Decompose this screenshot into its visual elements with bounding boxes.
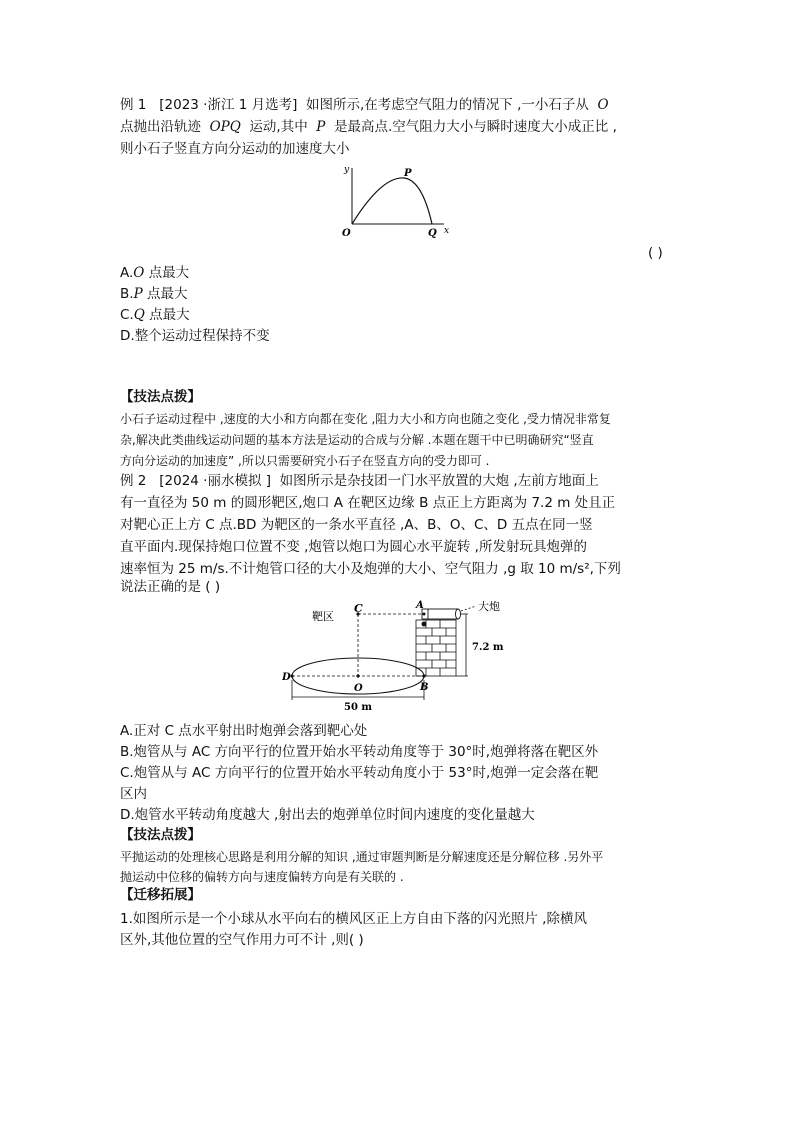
ex2-option-a: A.正对 C 点水平射出时炮弹会落到靶心处 <box>120 723 368 739</box>
x-label: x <box>444 226 450 236</box>
tip1-heading: 【技法点拨】 <box>120 389 201 405</box>
ex1-answer-bracket: ( ) <box>648 245 663 261</box>
option-c-text: 点最大 <box>149 307 190 323</box>
cannon-end <box>456 609 461 619</box>
fig-label-o: O <box>342 228 351 239</box>
point-d <box>290 674 293 677</box>
cannon-barrel <box>422 609 458 619</box>
ex1-point-o: O <box>597 97 609 113</box>
tip2-line-1: 平抛运动的处理核心思路是利用分解的知识 ,通过审题判断是分解速度还是分解位移 .另外平 <box>120 850 604 864</box>
ex1-option-c <box>120 306 190 325</box>
label-c: C <box>354 602 363 615</box>
ex2-option-c: C.炮管从与 AC 方向平行的位置开始水平转动角度小于 53°时,炮弹一定会落在靶 <box>120 765 599 781</box>
option-d-text: 整个运动过程保持不变 <box>134 328 270 344</box>
tip1-line-1: 小石子运动过程中 ,速度的大小和方向都在变化 ,阻力大小和方向也随之变化 ,受力情况非常复 <box>120 412 611 426</box>
ex2-line-3: 对靶心正上方 C 点.BD 为靶区的一条水平直径 ,A、B、O、C、D 五点在同一竖 <box>120 517 593 533</box>
fig-label-q: Q <box>428 228 437 239</box>
ex1-text-3: 则小石子竖直方向分运动的加速度大小 <box>120 141 350 157</box>
tip2-heading: 【技法点拨】 <box>120 827 201 843</box>
option-a-letter: A. <box>120 265 134 281</box>
point-o <box>356 674 359 677</box>
ex2-option-b: B.炮管从与 AC 方向平行的位置开始水平转动角度等于 30°时,炮弹将落在靶区外 <box>120 744 599 760</box>
option-b-letter: B. <box>120 286 134 302</box>
ex1-source: [2023 ·浙江 1 月选考] <box>159 97 298 113</box>
ext-line-2: 区外,其他位置的空气作用力可不计 ,则( ) <box>120 932 364 948</box>
option-a-point: O <box>133 265 145 281</box>
option-b-point: P <box>133 286 143 302</box>
cannon-pointer <box>461 606 476 611</box>
ex1-line-3 <box>120 140 350 159</box>
cannon-wheel <box>422 622 427 627</box>
brick-tower <box>416 620 456 676</box>
trajectory-figure <box>336 158 456 240</box>
option-d-letter: D. <box>120 328 135 344</box>
ext-heading: 【迁移拓展】 <box>120 887 201 903</box>
ex2-source: [2024 ·丽水模拟 ] <box>159 473 272 489</box>
tip1-line-3: 方向分运动的加速度” ,所以只需要研究小石子在竖直方向的受力即可 . <box>120 454 490 468</box>
ex1-text-2c: 是最高点.空气阻力大小与瞬时速度大小成正比 , <box>333 119 617 135</box>
ex2-line-2: 有一直径为 50 m 的圆形靶区,炮口 A 在靶区边缘 B 点正上方距离为 7.2 m 处且正 <box>120 495 616 511</box>
ex1-line-1 <box>120 96 609 115</box>
label-target: 靶区 <box>312 610 334 623</box>
ex1-text-2a: 点抛出沿轨迹 <box>120 119 201 135</box>
ex2-line-4: 直平面内.现保持炮口位置不变 ,炮管以炮口为圆心水平旋转 ,所发射玩具炮弹的 <box>120 539 587 555</box>
tip1-line-2: 杂,解决此类曲线运动问题的基本方法是运动的合成与分解 .本题在题干中已明确研究“竖直 <box>120 433 594 447</box>
ex1-label: 例 1 <box>120 97 147 113</box>
label-cannon: 大炮 <box>478 600 500 613</box>
ex1-line-2 <box>120 118 617 137</box>
option-c-point: Q <box>133 307 145 323</box>
label-height: 7.2 m <box>472 642 504 653</box>
trajectory-curve <box>352 178 432 224</box>
ex2-label: 例 2 <box>120 473 147 489</box>
ex2-line-6: 说法正确的是 ( ) <box>120 579 221 595</box>
ex1-point-p: P <box>316 119 326 135</box>
ex1-text-2b: 运动,其中 <box>249 119 308 135</box>
option-c-letter: C. <box>120 307 134 323</box>
label-o: O <box>354 683 363 694</box>
ex1-option-d <box>120 327 270 346</box>
ex2-option-d: D.炮管水平转动角度越大 ,射出去的炮弹单位时间内速度的变化量越大 <box>120 807 535 823</box>
ex1-option-b <box>120 285 187 304</box>
point-a <box>423 613 426 616</box>
option-b-text: 点最大 <box>146 286 188 302</box>
ex1-trajectory: OPQ <box>209 119 241 135</box>
fig-label-p: P <box>404 168 412 179</box>
option-a-text: 点最大 <box>148 265 190 281</box>
ex1-option-a <box>120 264 189 283</box>
ex2-text-1: 如图所示是杂技团一门水平放置的大炮 ,左前方地面上 <box>279 473 599 489</box>
tip2-line-2: 抛运动中位移的偏转方向与速度偏转方向是有关联的 . <box>120 870 404 884</box>
ext-line-1: 1.如图所示是一个小球从水平向右的横风区正上方自由下落的闪光照片 ,除横风 <box>120 911 587 927</box>
y-label: y <box>344 165 350 175</box>
ex2-line-1 <box>120 472 599 491</box>
label-d: D <box>282 672 291 683</box>
cannon-figure <box>282 598 522 718</box>
ex1-text-1: 如图所示,在考虑空气阻力的情况下 ,一小石子从 <box>306 97 589 113</box>
label-a: A <box>416 600 424 611</box>
label-diameter: 50 m <box>344 702 372 713</box>
ex2-line-5: 速率恒为 25 m/s.不计炮管口径的大小及炮弹的大小、空气阻力 ,g 取 10 m/s²,下列 <box>120 561 621 577</box>
label-b: B <box>420 682 429 693</box>
ex2-option-c-cont: 区内 <box>120 786 147 802</box>
